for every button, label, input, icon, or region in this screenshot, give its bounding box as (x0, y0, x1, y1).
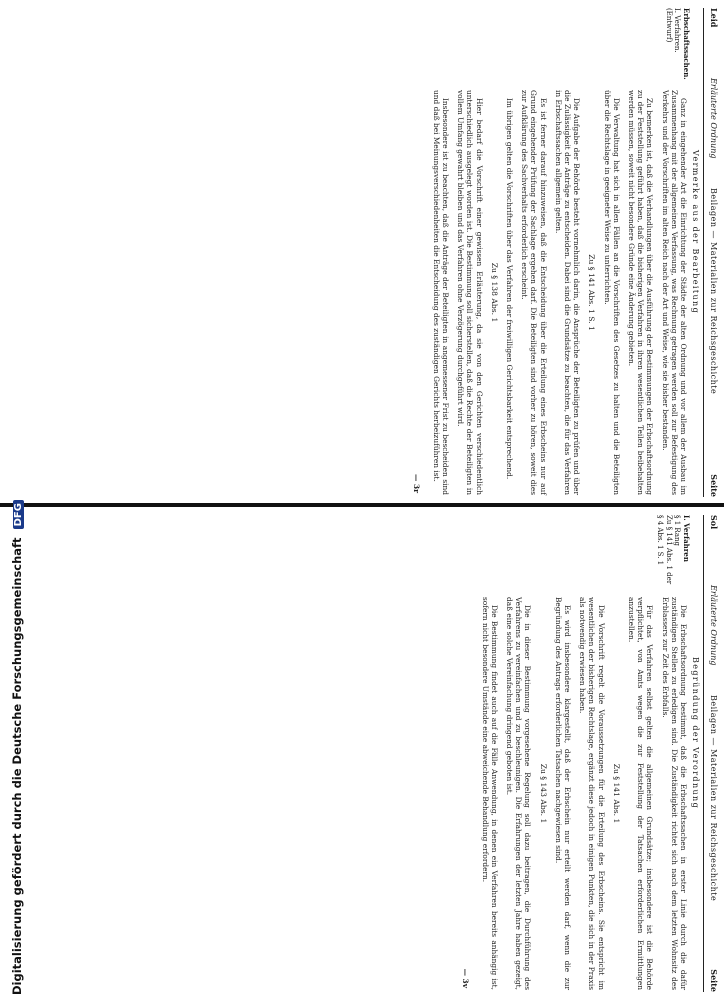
paragraph: Die Bestimmung findet auch auf die Fälle Anwendung, in denen ein Verfahren bereits anhängig ist, sofern nicht besondere Umstände eine abweichende Behandlung erfordern. (480, 597, 499, 990)
funding-note-text: Digitalisierung gefördert durch die Deutsche Forschungsgemeinschaft (10, 537, 24, 995)
section-reference: Zu § 141 Abs. 1 (611, 763, 621, 824)
marginal-line: § 1 Rang (673, 515, 682, 546)
page-number-right: Seite (709, 969, 719, 992)
section-reference: Zu § 141 Abs. 1 S. 1 (587, 254, 597, 331)
paragraph: Es ist ferner darauf hinzuweisen, daß die Entscheidung über die Erteilung eines Erbscheins nur auf Grund eingehender Prüfung der Sachlage ergehen darf. Die Beteiligten sind vorher zu hören, soweit dies zur Aufklärung des Sachverhalts erforderlich erscheint. (520, 90, 548, 495)
body-text (411, 90, 688, 495)
paragraph: Die Aufgabe der Behörde besteht vornehmlich darin, die Ansprüche der Beteiligten zu prüfen und über die Zulässigkeit der Anträge zu entscheiden. Dabei sind die Grundsätze zu beachten, die für das Verfahren in Erbschaftssachen allgemein gelten. (553, 90, 582, 495)
page-number-right: Seite (709, 474, 719, 497)
bottom-page-scan (0, 507, 724, 1000)
page-subtitle: Vermerke aus der Bearbeitung (691, 150, 700, 315)
marginal-note (656, 515, 690, 595)
marginal-line: (Entwurf) (665, 8, 673, 43)
marginal-line: I. Verfahren. (673, 8, 682, 53)
paragraph: Insbesondere ist zu beachten, daß die Anträge der Beteiligten in angemessener Frist zu bescheiden sind und daß bei Meinungsverschiedenheiten die Entscheidung des zuständigen Gerichts herbeizuführen ist. (431, 90, 450, 495)
page-end-marker: — 3r (411, 474, 421, 493)
section-label: Erläuterte Ordnung (709, 78, 718, 159)
page-header (703, 8, 718, 497)
section-label: Erläuterte Ordnung (709, 585, 718, 666)
paragraph: Es wird insbesondere klargestellt, daß der Erbschein nur erteilt werden darf, wenn die zur Begründung des Antrags erforderlichen Tatsachen nachgewiesen sind. (553, 597, 572, 990)
paragraph: Hier bedarf die Vorschrift einer gewissen Erläuterung, da sie von den Gerichten verschiedentlich unterschiedlich ausgelegt worden ist. Die Bestimmung soll sicherstellen, daß die Rechte der Beteiligten in vollem Umfang gewahrt bleiben und das Verfahren ohne Verzögerung durchgeführt wird. (456, 90, 484, 495)
paragraph: Für das Verfahren selbst gelten die allgemeinen Grundsätze; insbesondere ist die Behörde verpflichtet, von Amts wegen die zur Feststellung der Tatsachen erforderlichen Ermittlungen anzustellen. (626, 597, 655, 990)
page-header (703, 515, 718, 992)
section-reference: Zu § 138 Abs. 1 (489, 262, 499, 323)
body-text (460, 597, 688, 990)
paragraph: Die Erbschaftsordnung bestimmt, daß die Erbschaftssachen in erster Linie durch die dafür zuständigen Stellen zu erledigen sind. Die Zuständigkeit richtet sich nach dem letzten Wohnsitz des Erblassers zur Zeit des Erbfalls. (660, 597, 688, 990)
paragraph: Im übrigen gelten die Vorschriften über das Verfahren der freiwilligen Gerichtsbarkeit entsprechend. (504, 98, 514, 480)
marginal-line: Zu § 141 Abs. 1 der (665, 515, 673, 585)
header-center: Beilagen — Materialien zur Reichsgeschichte (709, 695, 718, 902)
paragraph: Zu bemerken ist, daß die Verhandlungen über die Ausführung der Bestimmungen der Erbschaftsordnung zu der Feststellung geführt haben, daß die bisherigen Verfahren in ihren wesentlichen Teilen beibehalten werden müssen, soweit nicht besondere Gründe eine Änderung gebieten. (626, 90, 655, 495)
page-end-marker: — 3v (460, 968, 470, 988)
marginal-title: I. Verfahren (682, 515, 691, 562)
paragraph: Die in dieser Bestimmung vorgesehene Regelung soll dazu beitragen, die Durchführung des Verfahrens zu vereinfachen und zu beschleunigen. Die Erfahrungen der letzten Jahre haben gezeigt, daß eine solche Vereinfachung dringend geboten ist. (504, 597, 533, 990)
funding-note (10, 500, 24, 995)
marginal-title: Erbschaftssachen. (682, 8, 691, 80)
header-center: Beilagen — Materialien zur Reichsgeschichte (709, 188, 718, 395)
section-reference: Zu § 143 Abs. 1 (538, 763, 548, 824)
bottom-page (0, 507, 724, 1000)
page-number-left: Leid (709, 8, 719, 28)
dfg-logo: DFG (13, 500, 24, 529)
paragraph: Die Vorschrift regelt die Voraussetzungen für die Erteilung des Erbscheins. Sie entspricht im wesentlichen der bisherigen Rechtslage, ergänzt diese jedoch in einigen Punkten, die sich in der Praxis als notwendig erwiesen haben. (578, 597, 606, 990)
page-subtitle: Begründung der Verordnung (691, 657, 700, 810)
paragraph: Die Verwaltung hat sich in allen Fällen an die Vorschriften des Gesetzes zu halten und die Beteiligten über die Rechtslage in geeigneter Weise zu unterrichten. (602, 90, 621, 495)
page-number-left: Sol (709, 515, 719, 530)
marginal-note (665, 8, 691, 88)
paragraph: Ganz in eingehender Art die Einrichtung der Städte der alten Ordnung und vor allem der Ausbau im Zusammenhang mit der allgemeinen Verfassung, was Rechnung getragen werden soll zur Befestigung des Verkehrs und der Vorschriften im alten Reich nach der Art und Weise, wie sie bisher bestanden. (660, 90, 688, 495)
marginal-line: § 4 Abs. 1 S. 1 (656, 515, 665, 566)
